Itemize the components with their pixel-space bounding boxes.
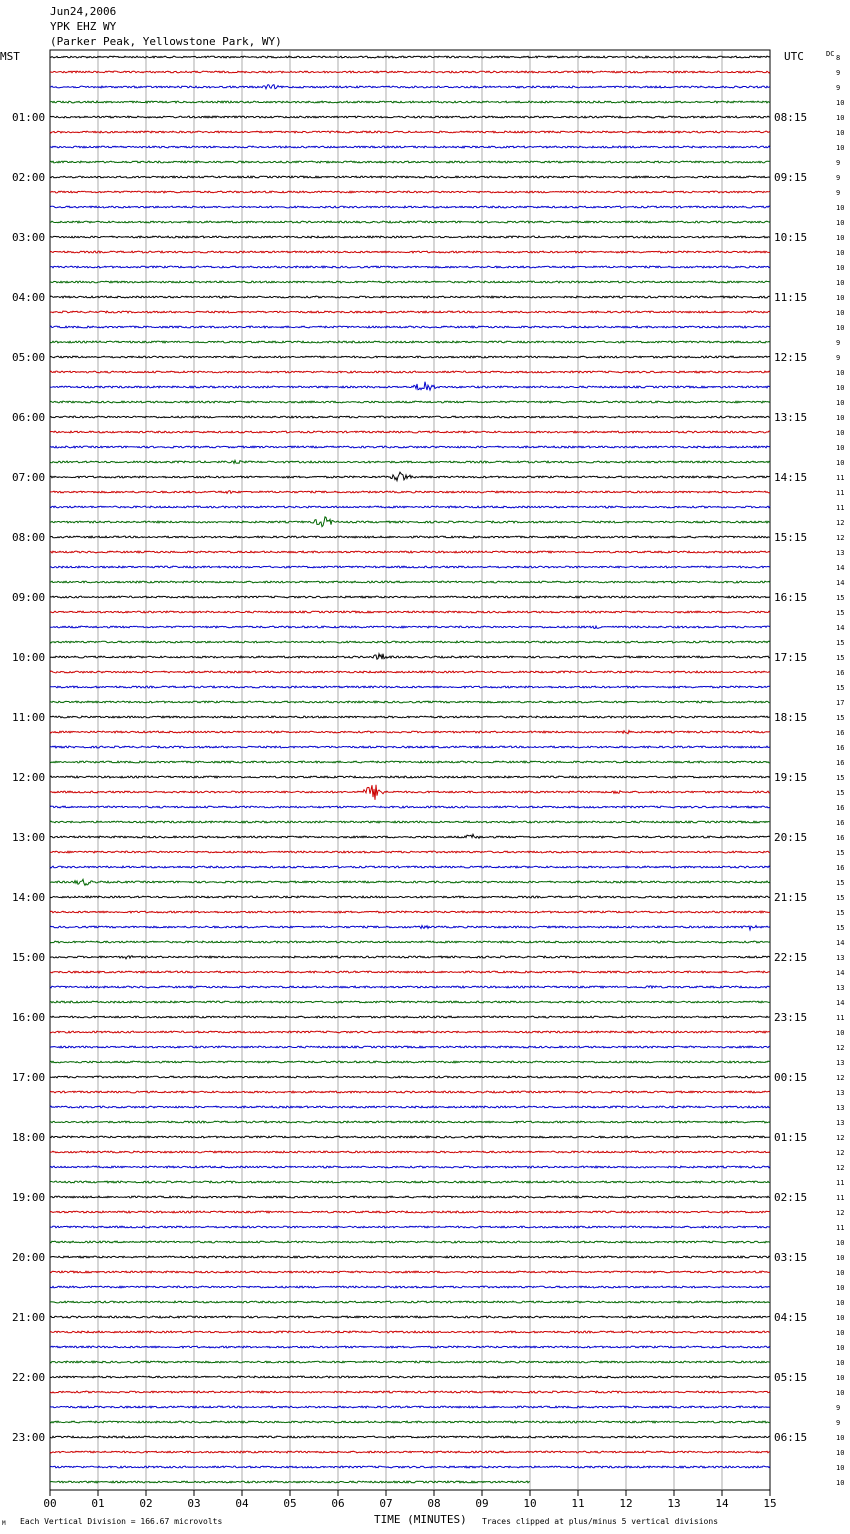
seismic-trace <box>50 191 770 193</box>
seismic-trace <box>50 1421 770 1423</box>
dc-value: 14 <box>836 624 845 632</box>
utc-hour-label: 03:15 <box>774 1251 808 1264</box>
seismic-trace <box>50 71 770 73</box>
dc-value: 16 <box>836 669 845 677</box>
dc-value: 10 <box>836 1449 845 1457</box>
dc-value: 13 <box>836 954 845 962</box>
utc-hour-label: 18:15 <box>774 711 808 724</box>
dc-value: 10 <box>836 114 845 122</box>
seismic-trace <box>50 431 770 433</box>
utc-hour-label: 19:15 <box>774 771 808 784</box>
dc-value: 9 <box>836 189 841 197</box>
mst-hour-label: 05:00 <box>12 351 46 364</box>
seismic-trace <box>50 1106 770 1108</box>
seismic-trace <box>50 731 770 734</box>
mst-hour-label: 21:00 <box>12 1311 46 1324</box>
seismic-trace <box>50 785 770 800</box>
dc-value: 16 <box>836 744 845 752</box>
seismic-trace <box>50 416 770 418</box>
seismic-trace <box>50 911 770 913</box>
dc-value: 10 <box>836 204 845 212</box>
seismic-trace <box>50 382 770 390</box>
dc-value: 13 <box>836 1104 845 1112</box>
seismic-trace <box>50 1031 770 1033</box>
dc-value: 10 <box>836 1479 845 1487</box>
seismic-trace <box>50 896 770 898</box>
seismic-trace <box>50 460 770 463</box>
dc-value: 11 <box>836 1224 845 1232</box>
seismic-trace <box>50 1136 770 1138</box>
seismic-trace <box>50 1181 770 1183</box>
dc-value: 9 <box>836 174 841 182</box>
plot-frame <box>50 50 770 1490</box>
x-tick-label: 05 <box>283 1497 297 1510</box>
dc-value: 10 <box>836 264 845 272</box>
seismic-trace <box>50 85 770 89</box>
seismic-trace <box>50 356 770 358</box>
dc-value: 9 <box>836 1419 841 1427</box>
seismic-trace <box>50 776 770 778</box>
dc-value: 10 <box>836 1389 845 1397</box>
dc-value: 9 <box>836 159 841 167</box>
utc-hour-label: 23:15 <box>774 1011 808 1024</box>
seismic-trace <box>50 761 770 763</box>
dc-value: 12 <box>836 1209 845 1217</box>
x-tick-label: 01 <box>91 1497 105 1510</box>
seismic-trace <box>50 566 770 568</box>
x-tick-label: 06 <box>331 1497 345 1510</box>
dc-value: 15 <box>836 654 845 662</box>
x-tick-label: 14 <box>715 1497 729 1510</box>
seismic-trace <box>50 1271 770 1273</box>
mst-hour-label: 09:00 <box>12 591 46 604</box>
seismic-trace <box>50 1001 770 1003</box>
mst-hour-label: 22:00 <box>12 1371 46 1384</box>
x-tick-label: 00 <box>43 1497 57 1510</box>
x-axis-title: TIME (MINUTES) <box>374 1513 467 1526</box>
dc-value: 15 <box>836 609 845 617</box>
mst-hour-label: 01:00 <box>12 111 46 124</box>
seismic-trace <box>50 551 770 553</box>
mst-hour-label: 10:00 <box>12 651 46 664</box>
seismic-trace <box>50 941 770 943</box>
dc-value: 11 <box>836 489 845 497</box>
dc-value: 10 <box>836 129 845 137</box>
seismic-trace <box>50 971 770 973</box>
seismic-trace <box>50 146 770 148</box>
dc-value: 10 <box>836 1329 845 1337</box>
dc-value: 10 <box>836 219 845 227</box>
dc-value: 11 <box>836 1179 845 1187</box>
utc-hour-label: 05:15 <box>774 1371 808 1384</box>
record-date: Jun24,2006 <box>50 5 117 18</box>
x-tick-label: 13 <box>667 1497 681 1510</box>
dc-value: 13 <box>836 1119 845 1127</box>
mst-hour-label: 15:00 <box>12 951 46 964</box>
mst-hour-label: 02:00 <box>12 171 46 184</box>
seismic-trace <box>50 1151 770 1153</box>
station-code: YPK EHZ WY <box>50 20 117 33</box>
dc-value: 10 <box>836 444 845 452</box>
seismic-trace <box>50 1226 770 1228</box>
seismic-trace <box>50 686 770 688</box>
mst-hour-label: 23:00 <box>12 1431 46 1444</box>
dc-value: 10 <box>836 459 845 467</box>
dc-value: 10 <box>836 399 845 407</box>
utc-hour-label: 08:15 <box>774 111 808 124</box>
seismic-trace <box>50 806 770 808</box>
utc-hour-label: 14:15 <box>774 471 808 484</box>
seismic-trace <box>50 1256 770 1258</box>
dc-value: 10 <box>836 1464 845 1472</box>
dc-value: 10 <box>836 279 845 287</box>
mst-hour-label: 14:00 <box>12 891 46 904</box>
seismic-trace <box>50 701 770 703</box>
dc-value: 10 <box>836 414 845 422</box>
seismic-trace <box>50 716 770 718</box>
dc-value: 10 <box>836 1344 845 1352</box>
x-tick-label: 03 <box>187 1497 201 1510</box>
seismic-trace <box>50 641 770 643</box>
dc-value: 10 <box>836 1284 845 1292</box>
mst-hour-label: 20:00 <box>12 1251 46 1264</box>
seismic-trace <box>50 251 770 253</box>
dc-value: 15 <box>836 909 845 917</box>
seismic-trace <box>50 326 770 328</box>
dc-value: 16 <box>836 804 845 812</box>
seismic-trace <box>50 834 770 838</box>
x-tick-label: 09 <box>475 1497 489 1510</box>
dc-value: 15 <box>836 594 845 602</box>
seismic-trace <box>50 1361 770 1363</box>
dc-value: 12 <box>836 519 845 527</box>
seismic-trace <box>50 371 770 373</box>
dc-value: 15 <box>836 894 845 902</box>
dc-value: 15 <box>836 849 845 857</box>
dc-value: 9 <box>836 84 841 92</box>
seismic-trace <box>50 266 770 268</box>
dc-value: 15 <box>836 684 845 692</box>
seismic-trace <box>50 956 770 959</box>
seismic-trace <box>50 821 770 823</box>
seismic-trace <box>50 506 770 508</box>
dc-value: 10 <box>836 369 845 377</box>
dc-value: 13 <box>836 549 845 557</box>
mst-hour-label: 18:00 <box>12 1131 46 1144</box>
dc-value: 13 <box>836 1059 845 1067</box>
dc-value: 13 <box>836 1089 845 1097</box>
utc-axis-title: UTC <box>784 50 804 63</box>
seismic-trace <box>50 1406 770 1408</box>
utc-hour-label: 10:15 <box>774 231 808 244</box>
seismic-trace <box>50 1241 770 1243</box>
dc-value: 11 <box>836 474 845 482</box>
seismic-trace <box>50 1451 770 1453</box>
seismic-trace <box>50 851 770 853</box>
dc-value: 10 <box>836 1434 845 1442</box>
seismic-trace <box>50 654 770 660</box>
dc-value: 10 <box>836 309 845 317</box>
utc-hour-label: 17:15 <box>774 651 808 664</box>
dc-value: 12 <box>836 1134 845 1142</box>
dc-value: 10 <box>836 234 845 242</box>
seismic-trace <box>50 866 770 868</box>
seismic-trace <box>50 1436 770 1438</box>
dc-value: 17 <box>836 699 845 707</box>
dc-value: 15 <box>836 774 845 782</box>
mst-hour-label: 04:00 <box>12 291 46 304</box>
minute-gridlines <box>50 50 770 1490</box>
station-location: (Parker Peak, Yellowstone Park, WY) <box>50 35 282 48</box>
dc-value: 8 <box>836 54 841 62</box>
seismic-trace <box>50 56 770 58</box>
dc-value: 10 <box>836 1374 845 1382</box>
dc-value: 14 <box>836 969 845 977</box>
seismic-trace <box>50 236 770 238</box>
dc-value: 14 <box>836 999 845 1007</box>
utc-hour-label: 22:15 <box>774 951 808 964</box>
dc-value: 10 <box>836 1254 845 1262</box>
dc-value: 16 <box>836 819 845 827</box>
dc-value: 14 <box>836 579 845 587</box>
mst-hour-label: 08:00 <box>12 531 46 544</box>
utc-hour-label: 15:15 <box>774 531 808 544</box>
corner-mark: M <box>2 1520 6 1527</box>
utc-hour-label: 13:15 <box>774 411 808 424</box>
x-tick-label: 12 <box>619 1497 633 1510</box>
scale-note: Each Vertical Division = 166.67 microvolts <box>20 1517 223 1526</box>
dc-value: 12 <box>836 1164 845 1172</box>
dc-value: 11 <box>836 504 845 512</box>
dc-value: 9 <box>836 69 841 77</box>
seismic-trace <box>50 1286 770 1288</box>
dc-value: 16 <box>836 834 845 842</box>
seismic-trace <box>50 611 770 613</box>
x-tick-label: 11 <box>571 1497 585 1510</box>
seismic-trace <box>50 986 770 988</box>
x-tick-label: 07 <box>379 1497 393 1510</box>
dc-value: 10 <box>836 384 845 392</box>
seismic-trace <box>50 1346 770 1348</box>
seismic-trace <box>50 1211 770 1213</box>
seismic-trace <box>50 1076 770 1078</box>
seismic-trace <box>50 101 770 103</box>
seismic-trace <box>50 176 770 178</box>
utc-hour-label: 00:15 <box>774 1071 808 1084</box>
seismic-trace <box>50 491 770 494</box>
seismic-trace <box>50 1091 770 1093</box>
seismic-trace <box>50 1016 770 1018</box>
utc-hour-label: 16:15 <box>774 591 808 604</box>
x-tick-label: 04 <box>235 1497 249 1510</box>
seismic-trace <box>50 472 770 480</box>
dc-value: 15 <box>836 879 845 887</box>
seismic-trace <box>50 311 770 313</box>
dc-value: 10 <box>836 1299 845 1307</box>
seismic-trace <box>50 281 770 283</box>
seismic-trace <box>50 879 770 885</box>
seismic-trace <box>50 401 770 403</box>
mst-hour-label: 17:00 <box>12 1071 46 1084</box>
seismic-trace <box>50 581 770 583</box>
utc-hour-label: 02:15 <box>774 1191 808 1204</box>
dc-value: 10 <box>836 249 845 257</box>
mst-hour-label: 11:00 <box>12 711 46 724</box>
x-tick-label: 02 <box>139 1497 153 1510</box>
mst-hour-label: 07:00 <box>12 471 46 484</box>
dc-value: 9 <box>836 339 841 347</box>
seismic-trace <box>50 517 770 527</box>
seismic-trace <box>50 1391 770 1393</box>
seismic-trace <box>50 671 770 673</box>
dc-value: 15 <box>836 714 845 722</box>
dc-value: 16 <box>836 759 845 767</box>
utc-hour-label: 09:15 <box>774 171 808 184</box>
utc-hour-label: 21:15 <box>774 891 808 904</box>
utc-hour-label: 06:15 <box>774 1431 808 1444</box>
seismic-trace <box>50 1061 770 1063</box>
dc-value: 15 <box>836 639 845 647</box>
seismic-trace <box>50 221 770 223</box>
dc-value: 16 <box>836 864 845 872</box>
seismic-trace <box>50 161 770 163</box>
dc-value: 12 <box>836 534 845 542</box>
seismic-trace <box>50 1196 770 1198</box>
seismic-trace <box>50 1046 770 1048</box>
seismic-trace <box>50 746 770 748</box>
seismic-trace <box>50 1166 770 1168</box>
dc-value: 10 <box>836 1029 845 1037</box>
seismic-trace <box>50 626 770 629</box>
dc-value: 10 <box>836 144 845 152</box>
mst-hour-label: 13:00 <box>12 831 46 844</box>
mst-hour-label: 19:00 <box>12 1191 46 1204</box>
dc-value: 10 <box>836 1359 845 1367</box>
seismic-trace <box>50 1301 770 1303</box>
utc-hour-label: 11:15 <box>774 291 808 304</box>
dc-value: 10 <box>836 429 845 437</box>
seismic-trace <box>50 1331 770 1333</box>
seismic-trace <box>50 131 770 133</box>
mst-hour-label: 06:00 <box>12 411 46 424</box>
seismic-trace <box>50 116 770 118</box>
axis-labels <box>0 50 844 1527</box>
mst-hour-label: 12:00 <box>12 771 46 784</box>
seismic-trace <box>50 1466 770 1468</box>
dc-value: 10 <box>836 1314 845 1322</box>
dc-value: 11 <box>836 1194 845 1202</box>
seismic-trace <box>50 446 770 448</box>
seismic-trace <box>50 296 770 298</box>
dc-value: 10 <box>836 99 845 107</box>
seismic-trace <box>50 206 770 208</box>
seismic-trace <box>50 1316 770 1318</box>
seismic-trace <box>50 536 770 538</box>
dc-value: 12 <box>836 1149 845 1157</box>
dc-value: 13 <box>836 984 845 992</box>
mst-axis-title: MST <box>0 50 20 63</box>
seismic-trace <box>50 1376 770 1378</box>
x-tick-label: 15 <box>763 1497 777 1510</box>
dc-value: 11 <box>836 1014 845 1022</box>
dc-value: 10 <box>836 1269 845 1277</box>
seismic-trace <box>50 596 770 598</box>
mst-hour-label: 03:00 <box>12 231 46 244</box>
seismic-trace <box>50 1121 770 1123</box>
dc-value: 15 <box>836 789 845 797</box>
x-tick-label: 10 <box>523 1497 537 1510</box>
dc-value: 10 <box>836 324 845 332</box>
dc-value: 9 <box>836 354 841 362</box>
dc-axis-title: DC <box>826 50 835 58</box>
utc-hour-label: 04:15 <box>774 1311 808 1324</box>
dc-value: 16 <box>836 729 845 737</box>
seismic-trace <box>50 341 770 343</box>
dc-value: 15 <box>836 924 845 932</box>
utc-hour-label: 12:15 <box>774 351 808 364</box>
x-tick-label: 08 <box>427 1497 441 1510</box>
dc-value: 12 <box>836 1074 845 1082</box>
mst-hour-label: 16:00 <box>12 1011 46 1024</box>
clip-note: Traces clipped at plus/minus 5 vertical divisions <box>482 1517 719 1526</box>
utc-hour-label: 01:15 <box>774 1131 808 1144</box>
dc-value: 10 <box>836 294 845 302</box>
dc-value: 14 <box>836 939 845 947</box>
utc-hour-label: 20:15 <box>774 831 808 844</box>
dc-value: 12 <box>836 1044 845 1052</box>
seismic-traces <box>50 56 770 1483</box>
dc-value: 14 <box>836 564 845 572</box>
seismic-trace <box>50 926 770 930</box>
dc-value: 9 <box>836 1404 841 1412</box>
dc-value: 10 <box>836 1239 845 1247</box>
